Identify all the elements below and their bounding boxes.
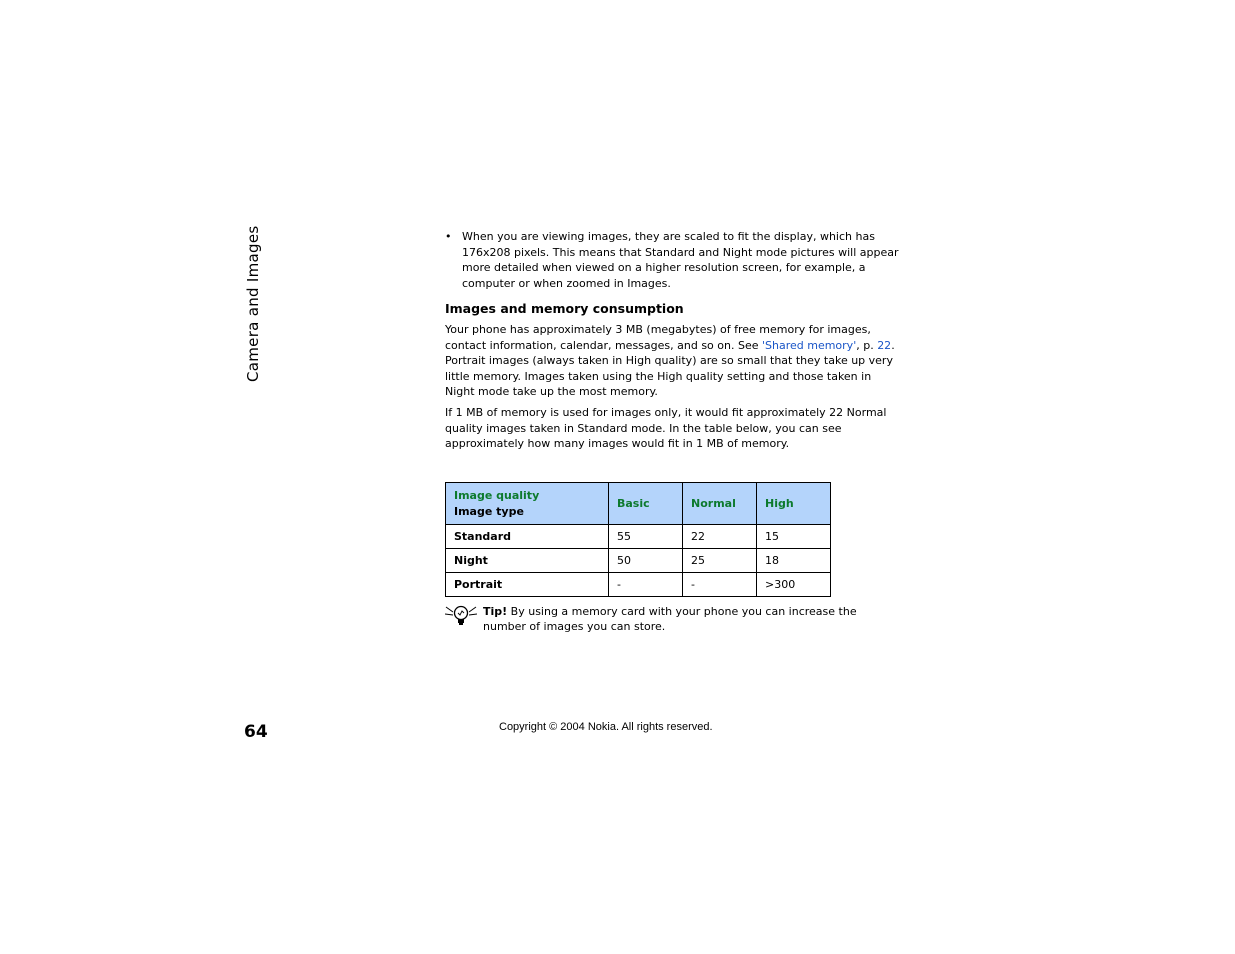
table-row [446,549,831,573]
paragraph-text: , p. [856,338,878,352]
copyright-notice: Copyright © 2004 Nokia. All rights reserved. [499,721,713,733]
paragraph-capacity: If 1 MB of memory is used for images only, it would fit approximately 22 Normal quality images taken in Standard mode. In the table below, you can see approximately how many images would fit in 1 MB of memory. [445,405,887,451]
lightbulb-icon [445,604,477,626]
tip-box [445,604,895,634]
table-cell: - [609,573,683,597]
table-cell: >300 [757,573,831,597]
table-row [446,573,831,597]
section-heading: Images and memory consumption [445,301,684,317]
table-header-cell [446,483,609,525]
tip-body: By using a memory card with your phone you can increase the number of images you can store. [483,605,857,633]
page-number: 64 [244,722,268,742]
table-cell: 55 [609,525,683,549]
table-cell: 15 [757,525,831,549]
row-label: Night [446,549,609,573]
table-row [446,525,831,549]
shared-memory-link[interactable]: 'Shared memory' [761,338,857,352]
table-header-row [446,483,831,525]
table-cell: 18 [757,549,831,573]
paragraph-memory [445,322,900,400]
table-cell: 25 [683,549,757,573]
header-normal: Normal [683,483,757,525]
paragraph-text: Your phone has approximately 3 MB (megabytes) of free memory for images, contact information, calendar, messages, and so on. See [445,322,871,352]
chapter-side-title: Camera and Images [244,225,262,382]
header-high: High [757,483,831,525]
table-cell: 22 [683,525,757,549]
tip-label: Tip! [483,605,508,618]
bullet-item [445,229,900,291]
row-label: Portrait [446,573,609,597]
header-image-type: Image type [454,505,524,518]
header-basic: Basic [609,483,683,525]
row-label: Standard [446,525,609,549]
page-link[interactable]: 22 [877,338,892,352]
paragraph-text: . Portrait images (always taken in High quality) are so small that they take up very little memory. Images taken using the High quality setting and those taken in Night mode take up the most memory. [445,338,895,399]
tip-text [483,604,895,634]
memory-table [445,482,831,597]
bullet-text: When you are viewing images, they are scaled to fit the display, which has 176x208 pixels. This means that Standard and Night mode pictures will appear more detailed when viewed on a higher resolution screen, for example, a computer or when zoomed in Images. [462,230,899,290]
header-image-quality: Image quality [454,489,540,502]
bullet-dot: • [445,230,452,243]
table-cell: 50 [609,549,683,573]
main-content [445,229,900,457]
table-cell: - [683,573,757,597]
